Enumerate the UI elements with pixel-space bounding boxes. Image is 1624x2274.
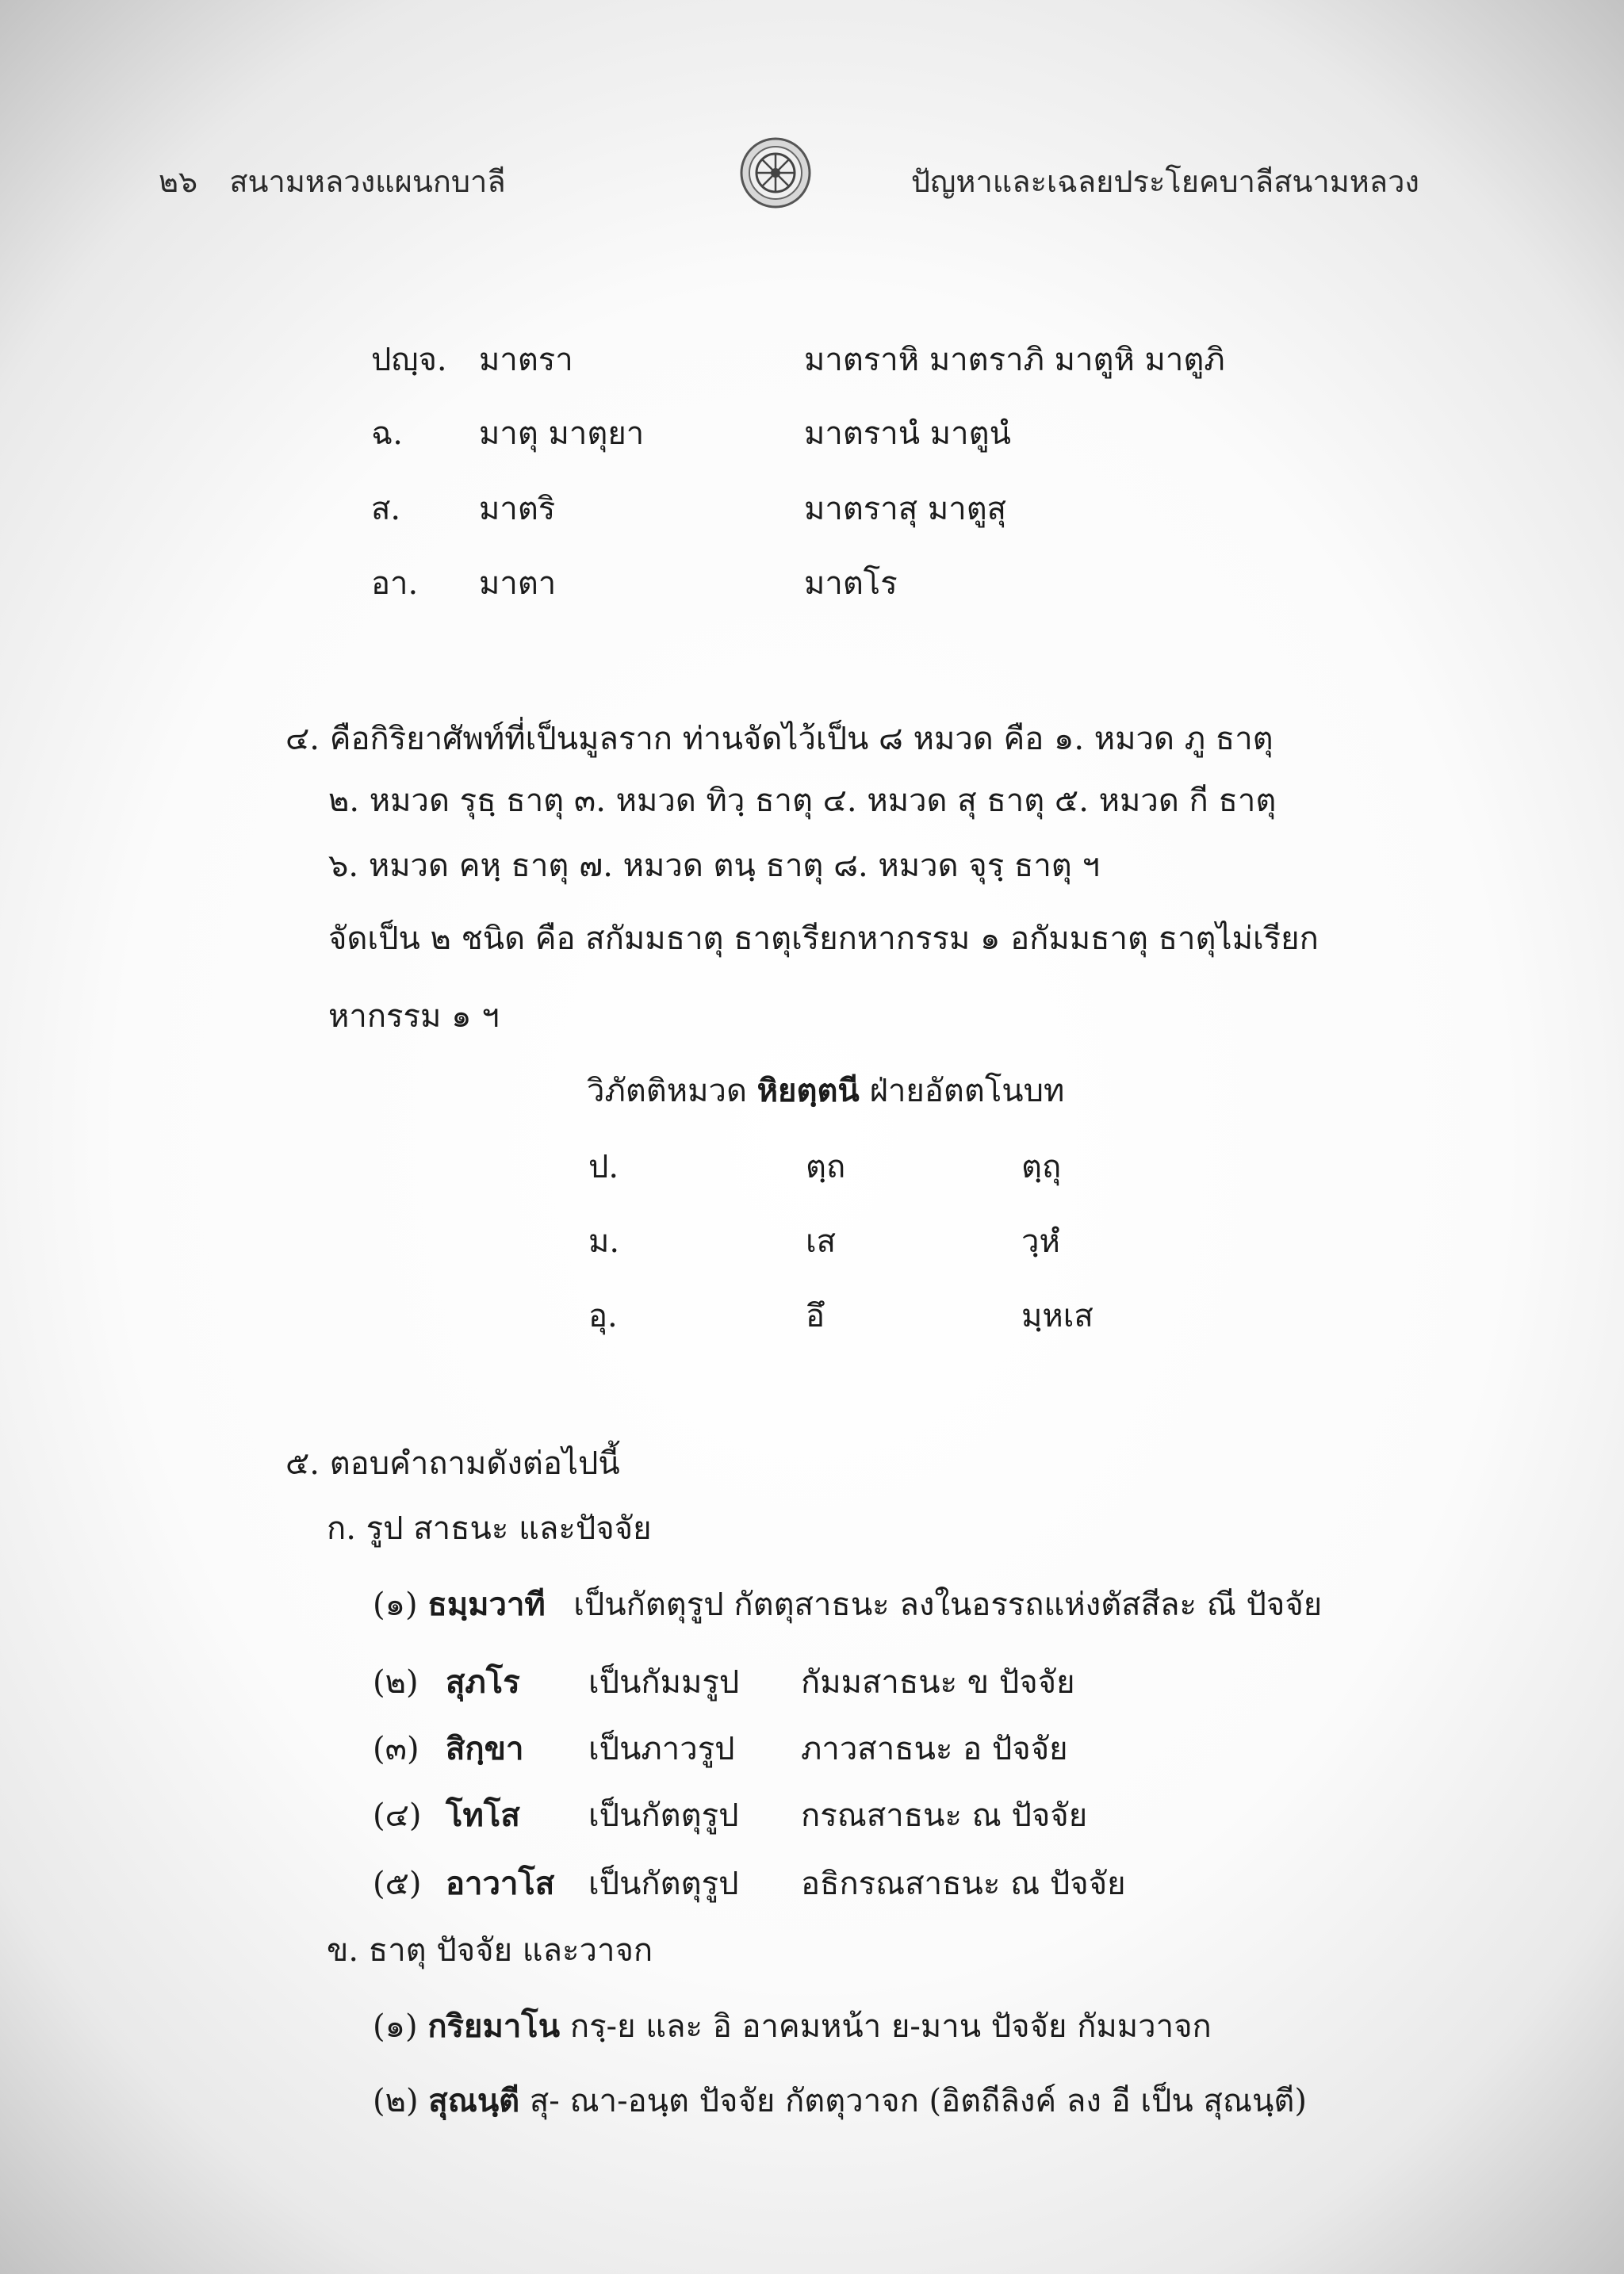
conjugation-title-pre: วิภัตติหมวด <box>587 1073 747 1109</box>
header-left <box>159 157 506 205</box>
word-detail: สุ- ณา-อนฺต ปัจจัย กัตตุวาจก (อิตถีลิงค์ ลง อี เป็น สุณนฺตี) <box>529 2083 1307 2119</box>
page-number: ๒๖ <box>159 164 198 199</box>
singular-ending: อึ <box>806 1298 825 1334</box>
paragraph-line: ๖. หมวด คหฺ ธาตุ ๗. หมวด ตนฺ ธาตุ ๘. หมวด จุรฺ ธาตุ ฯ <box>328 848 1100 884</box>
case-label: ส. <box>371 491 401 527</box>
pali-word: โทโส <box>446 1797 520 1834</box>
singular-ending: ตฺถ <box>806 1149 846 1185</box>
word-detail: กัตตุสาธนะ ลงในอรรถแห่งตัสสีละ ณี ปัจจัย <box>733 1587 1323 1623</box>
plural-ending: มฺหเส <box>1021 1298 1094 1334</box>
pali-word: สิกฺขา <box>446 1730 524 1767</box>
case-label: ปญฺจ. <box>371 342 447 378</box>
pali-word: อาวาโส <box>446 1865 555 1902</box>
pali-word: กริยมาโน <box>427 2008 561 2045</box>
paragraph-line: จัดเป็น ๒ ชนิด คือ สกัมมธาตุ ธาตุเรียกหากรรม ๑ อกัมมธาตุ ธาตุไม่เรียก <box>328 921 1319 957</box>
plural-ending: วฺหํ <box>1021 1223 1060 1260</box>
question-heading: ๕. ตอบคำถามดังต่อไปนี้ <box>285 1445 620 1482</box>
list-item <box>373 1865 1126 1902</box>
item-number: (๒) <box>373 2083 419 2119</box>
sub-heading: ก. รูป สาธนะ และปัจจัย <box>327 1510 652 1547</box>
person-label: อุ. <box>588 1298 618 1334</box>
dharma-wheel-seal-icon <box>739 136 812 209</box>
list-item <box>373 1663 1075 1701</box>
person-label: ม. <box>588 1223 620 1260</box>
item-number: (๒) <box>373 1664 419 1701</box>
conjugation-title-bold: หิยตฺตนี <box>756 1072 860 1109</box>
singular-form: มาตริ <box>479 491 556 527</box>
sub-heading: ข. ธาตุ ปัจจัย และวาจก <box>327 1932 653 1969</box>
word-detail: กรณสาธนะ ณ ปัจจัย <box>801 1797 1088 1834</box>
word-form: เป็นกัตตุรูป <box>588 1866 739 1902</box>
word-form: เป็นกัตตุรูป <box>588 1797 739 1834</box>
plural-form: มาตราหิ มาตราภิ มาตูหิ มาตูภิ <box>804 342 1225 378</box>
word-detail: กรฺ-ย และ อิ อาคมหน้า ย-มาน ปัจจัย กัมมวาจก <box>569 2008 1212 2045</box>
pali-word: สุภโร <box>446 1663 520 1701</box>
case-label: ฉ. <box>371 415 403 452</box>
pali-word: ธมฺมวาที <box>427 1586 546 1623</box>
word-form: เป็นกัมมรูป <box>588 1664 740 1701</box>
singular-form: มาตุ มาตุยา <box>479 415 645 452</box>
list-item <box>373 1586 1323 1623</box>
list-item <box>373 1797 1088 1834</box>
plural-form: มาตราสุ มาตูสุ <box>804 491 1007 527</box>
singular-form: มาตา <box>479 565 557 602</box>
plural-ending: ตฺถุ <box>1021 1149 1062 1185</box>
item-number: (๑) <box>373 1587 418 1623</box>
singular-form: มาตรา <box>479 342 573 378</box>
list-item <box>373 2082 1307 2119</box>
list-item <box>373 2008 1212 2045</box>
case-label: อา. <box>371 565 419 602</box>
item-number: (๑) <box>373 2008 418 2045</box>
conjugation-title-post: ฝ่ายอัตตโนบท <box>869 1073 1065 1109</box>
book-title: สนามหลวงแผนกบาลี <box>229 164 506 199</box>
plural-form: มาตรานํ มาตูนํ <box>804 415 1011 452</box>
person-label: ป. <box>588 1149 619 1185</box>
chapter-title: ปัญหาและเฉลยประโยคบาลีสนามหลวง <box>910 164 1419 199</box>
word-detail: อธิกรณสาธนะ ณ ปัจจัย <box>801 1866 1126 1902</box>
word-detail: ภาวสาธนะ อ ปัจจัย <box>801 1731 1068 1767</box>
word-form: เป็นกัตตุรูป <box>573 1587 724 1623</box>
item-number: (๓) <box>373 1731 419 1767</box>
conjugation-title <box>587 1072 1065 1109</box>
singular-ending: เส <box>806 1223 837 1260</box>
plural-form: มาตโร <box>804 565 898 602</box>
paragraph-line: หากรรม ๑ ฯ <box>328 998 500 1035</box>
word-form: เป็นภาวรูป <box>588 1731 735 1767</box>
item-number: (๔) <box>373 1797 422 1834</box>
item-number: (๕) <box>373 1866 422 1902</box>
word-detail: กัมมสาธนะ ข ปัจจัย <box>801 1664 1075 1701</box>
pali-word: สุณนฺตี <box>428 2082 520 2119</box>
list-item <box>373 1730 1068 1767</box>
paragraph-line: ๔. คือกิริยาศัพท์ที่เป็นมูลราก ท่านจัดไว้เป็น ๘ หมวด คือ ๑. หมวด ภู ธาตุ <box>285 721 1274 757</box>
paragraph-line: ๒. หมวด รุธฺ ธาตุ ๓. หมวด ทิวฺ ธาตุ ๔. หมวด สุ ธาตุ ๕. หมวด กี ธาตุ <box>328 783 1277 819</box>
